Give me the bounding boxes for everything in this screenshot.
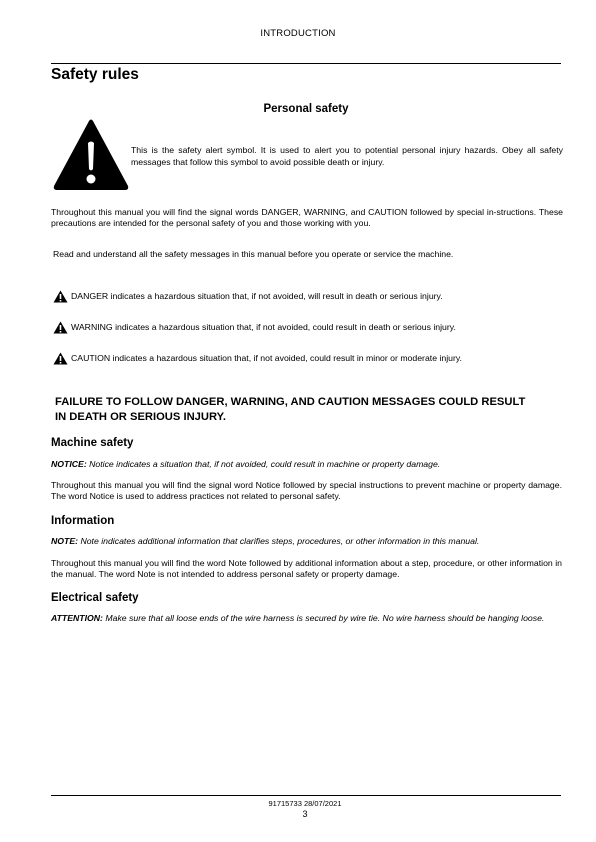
danger-alert-icon <box>53 290 68 303</box>
electrical-safety-heading: Electrical safety <box>51 592 139 604</box>
page-title: Safety rules <box>51 66 139 83</box>
failure-warning <box>55 395 565 425</box>
machine-safety-paragraph: Throughout this manual you will find the signal word Notice followed by special instructions to prevent machine or property damage. The word Notice is used to address practices not related to personal safety. <box>51 480 562 501</box>
header-rule <box>51 63 561 64</box>
caution-text: CAUTION indicates a hazardous situation that, if not avoided, could result in minor or moderate injury. <box>71 353 462 363</box>
danger-text: DANGER indicates a hazardous situation that, if not avoided, will result in death or serious injury. <box>71 291 443 301</box>
caution-alert-icon <box>53 352 68 365</box>
warning-text: WARNING indicates a hazardous situation that, if not avoided, could result in death or serious injury. <box>71 322 456 332</box>
attention-note <box>51 612 562 624</box>
alert-symbol-text: This is the safety alert symbol. It is used to alert you to potential personal injury hazards. Obey all safety messages that follow this symbol to avoid possible death or injury. <box>131 145 563 167</box>
notice-text: Notice indicates a situation that, if not avoided, could result in machine or property damage. <box>89 459 441 469</box>
warning-line <box>53 320 456 334</box>
danger-line <box>53 289 443 303</box>
note-text: Note indicates additional information that clarifies steps, procedures, or other information in this manual. <box>80 536 480 546</box>
note-note <box>51 535 562 547</box>
machine-safety-heading: Machine safety <box>51 437 134 449</box>
attention-text: Make sure that all loose ends of the wire harness is secured by wire tie. No wire harness should be hanging loose. <box>105 613 545 623</box>
attention-label: ATTENTION: <box>51 613 103 623</box>
information-heading: Information <box>51 515 115 527</box>
caution-line <box>53 351 462 365</box>
failure-warning-line-1: FAILURE TO FOLLOW DANGER, WARNING, AND CAUTION MESSAGES COULD RESULT <box>55 396 526 408</box>
failure-warning-line-2: IN DEATH OR SERIOUS INJURY. <box>55 411 226 423</box>
notice-note <box>51 458 562 470</box>
document-code: 91715733 28/07/2021 <box>268 799 342 808</box>
notice-label: NOTICE: <box>51 459 87 469</box>
information-paragraph: Throughout this manual you will find the word Note followed by additional information about a step, procedure, or other information in the manual. The word Note is not intended to address personal safety or property damage. <box>51 558 562 579</box>
footer-rule <box>51 795 561 796</box>
personal-safety-heading: Personal safety <box>263 103 349 115</box>
signal-words-paragraph: Throughout this manual you will find the signal words DANGER, WARNING, and CAUTION followed by special in-structions. These precautions are intended for the personal safety of you and those working with you. <box>51 207 563 228</box>
running-header: INTRODUCTION <box>260 28 336 39</box>
page-number: 3 <box>302 809 308 819</box>
warning-alert-icon <box>53 321 68 334</box>
read-understand-paragraph: Read and understand all the safety messages in this manual before you operate or service the machine. <box>53 249 454 259</box>
note-label: NOTE: <box>51 536 79 546</box>
